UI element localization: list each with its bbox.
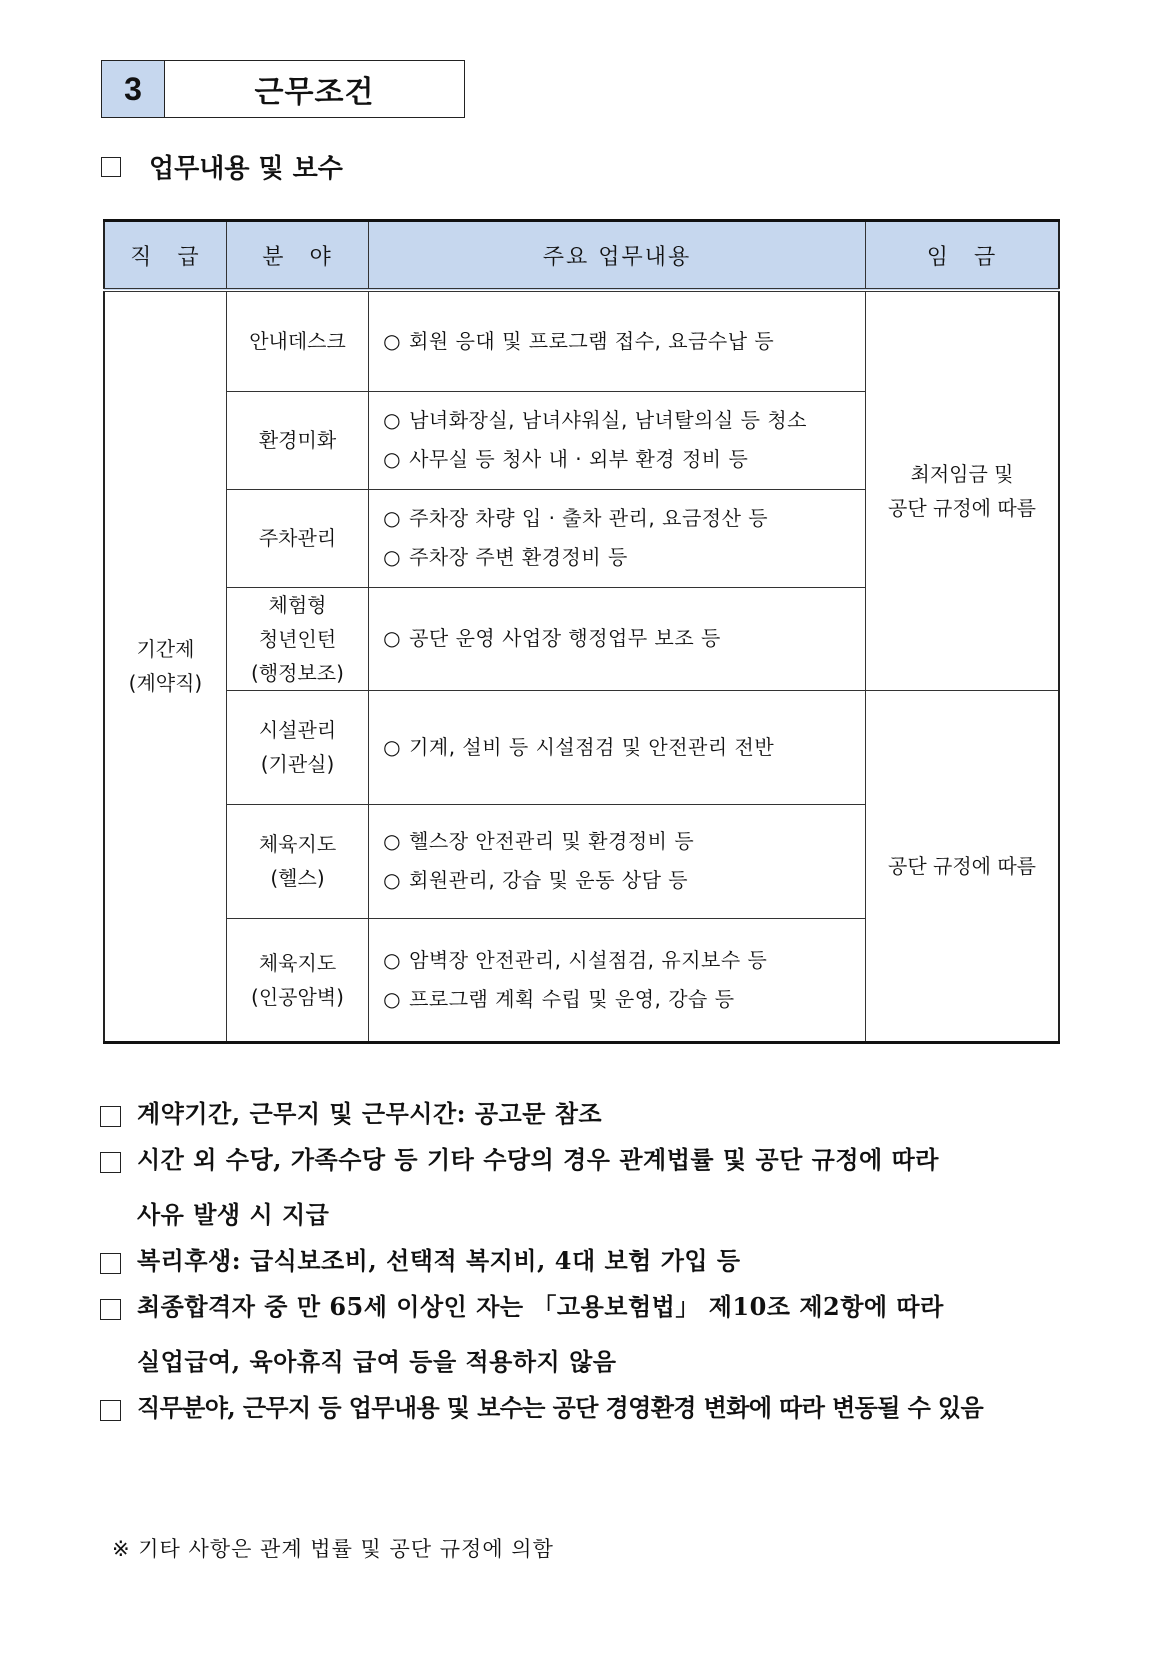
- duty-text: 남녀화장실, 남녀샤워실, 남녀탈의실 등 청소: [409, 408, 807, 432]
- section-header: [101, 60, 465, 118]
- duties-cell: [369, 690, 866, 804]
- header-field: 분 야: [226, 221, 368, 291]
- field-line: 환경미화: [258, 428, 337, 452]
- wage-line: 공단 규정에 따름: [888, 853, 1036, 878]
- circle-bullet-icon: ○: [383, 829, 402, 853]
- condition-item: [100, 1146, 1090, 1242]
- duties-cell: [369, 489, 866, 587]
- table-row: [104, 290, 1059, 391]
- duty-text: 공단 운영 사업장 행정업무 보조 등: [409, 626, 721, 650]
- subheading-text: 업무내용 및 보수: [149, 154, 343, 184]
- duties-cell: [369, 290, 866, 391]
- circle-bullet-icon: ○: [383, 947, 402, 972]
- header-duties: 주요 업무내용: [369, 221, 866, 291]
- duty-text: 기계, 설비 등 시설점검 및 안전관리 전반: [409, 734, 775, 759]
- duty-text: 회원 응대 및 프로그램 접수, 요금수납 등: [409, 328, 775, 353]
- checkbox-square-icon: [100, 1400, 121, 1421]
- duty-text: 사무실 등 청사 내 · 외부 환경 정비 등: [409, 447, 749, 471]
- wage-line: 최저임금 및: [910, 461, 1014, 486]
- checkbox-square-icon: [100, 1253, 121, 1274]
- field-line: 체험형: [268, 592, 327, 617]
- duties-wage-table: [103, 219, 1060, 1044]
- duty-text: 프로그램 계획 수립 및 운영, 강습 등: [409, 986, 735, 1011]
- condition-item: [100, 1293, 1090, 1389]
- circle-bullet-icon: ○: [383, 447, 402, 471]
- field-line: (기관실): [260, 752, 335, 776]
- circle-bullet-icon: ○: [383, 506, 402, 530]
- field-line: 체육지도: [258, 950, 337, 975]
- condition-line: 계약기간, 근무지 및 근무시간: 공고문 참조: [137, 1099, 603, 1128]
- circle-bullet-icon: ○: [383, 734, 402, 759]
- checkbox-square-icon: [101, 157, 121, 177]
- duties-cell: [369, 804, 866, 918]
- duty-item: [383, 861, 865, 900]
- field-cell: [226, 290, 368, 391]
- field-line: (인공암벽): [251, 984, 344, 1009]
- header-wage: 임 금: [865, 221, 1059, 291]
- field-cell: [226, 391, 368, 489]
- circle-bullet-icon: ○: [383, 328, 402, 353]
- table-row: [104, 690, 1059, 804]
- section-title: 근무조건: [254, 75, 375, 110]
- rank-line: (계약직): [128, 671, 203, 696]
- rank-cell: [104, 290, 226, 1042]
- duty-item: [383, 941, 865, 980]
- field-cell: [226, 804, 368, 918]
- duty-item: [383, 980, 865, 1019]
- wage-line: 공단 규정에 따름: [888, 495, 1036, 520]
- condition-line: 시간 외 수당, 가족수당 등 기타 수당의 경우 관계법률 및 공단 규정에 따라: [137, 1145, 939, 1174]
- duty-item: [383, 728, 865, 767]
- duty-item: [383, 401, 865, 440]
- field-cell: [226, 587, 368, 690]
- duties-cell: [369, 918, 866, 1042]
- rank-line: 기간제: [136, 637, 195, 662]
- duties-cell: [369, 587, 866, 690]
- duty-item: [383, 822, 865, 861]
- condition-text: [137, 1132, 939, 1242]
- wage-cell: [865, 690, 1059, 1042]
- field-line: 안내데스크: [249, 329, 346, 354]
- header-rank: 직 급: [104, 221, 226, 291]
- section-number: 3: [102, 61, 165, 117]
- field-cell: [226, 690, 368, 804]
- table-header-row: [104, 221, 1059, 291]
- field-line: (헬스): [270, 866, 325, 890]
- checkbox-square-icon: [100, 1106, 121, 1127]
- condition-text: [137, 1279, 944, 1389]
- field-line: 체육지도: [258, 832, 337, 856]
- duties-cell: [369, 391, 866, 489]
- field-line: 청년인턴: [258, 626, 337, 651]
- duty-item: [383, 440, 865, 479]
- field-line: (행정보조): [251, 660, 344, 685]
- duty-item: [383, 538, 865, 577]
- condition-line: 복리후생: 급식보조비, 선택적 복지비, 4대 보험 가입 등: [137, 1246, 741, 1275]
- conditions-list: [100, 1100, 1090, 1435]
- duty-item: [383, 619, 865, 658]
- circle-bullet-icon: ○: [383, 868, 402, 892]
- footnote: ※ 기타 사항은 관계 법률 및 공단 규정에 의함: [112, 1537, 554, 1561]
- condition-line: 사유 발생 시 지급: [137, 1200, 330, 1229]
- condition-line: 최종합격자 중 만 65세 이상인 자는 「고용보험법」 제10조 제2항에 따라: [137, 1292, 944, 1321]
- circle-bullet-icon: ○: [383, 626, 402, 650]
- field-cell: [226, 918, 368, 1042]
- checkbox-square-icon: [100, 1152, 121, 1173]
- condition-text: [137, 1380, 983, 1435]
- duty-text: 회원관리, 강습 및 운동 상담 등: [409, 868, 689, 892]
- duty-item: [383, 499, 865, 538]
- duty-text: 주차장 주변 환경정비 등: [409, 545, 628, 569]
- checkbox-square-icon: [100, 1299, 121, 1320]
- circle-bullet-icon: ○: [383, 986, 402, 1011]
- field-line: 시설관리: [258, 718, 337, 742]
- field-cell: [226, 489, 368, 587]
- subheading: [101, 148, 343, 185]
- duty-item: [383, 322, 865, 361]
- field-line: 주차관리: [258, 526, 337, 550]
- condition-item: [100, 1394, 1090, 1435]
- duty-text: 암벽장 안전관리, 시설점검, 유지보수 등: [409, 947, 768, 972]
- condition-line: 실업급여, 육아휴직 급여 등을 적용하지 않음: [137, 1347, 617, 1376]
- wage-cell: [865, 290, 1059, 690]
- duty-text: 헬스장 안전관리 및 환경정비 등: [409, 829, 695, 853]
- condition-line: 직무분야, 근무지 등 업무내용 및 보수는 공단 경영환경 변화에 따라 변동될 수 있음: [137, 1393, 984, 1422]
- circle-bullet-icon: ○: [383, 408, 402, 432]
- circle-bullet-icon: ○: [383, 545, 402, 569]
- duty-text: 주차장 차량 입 · 출차 관리, 요금정산 등: [409, 506, 769, 530]
